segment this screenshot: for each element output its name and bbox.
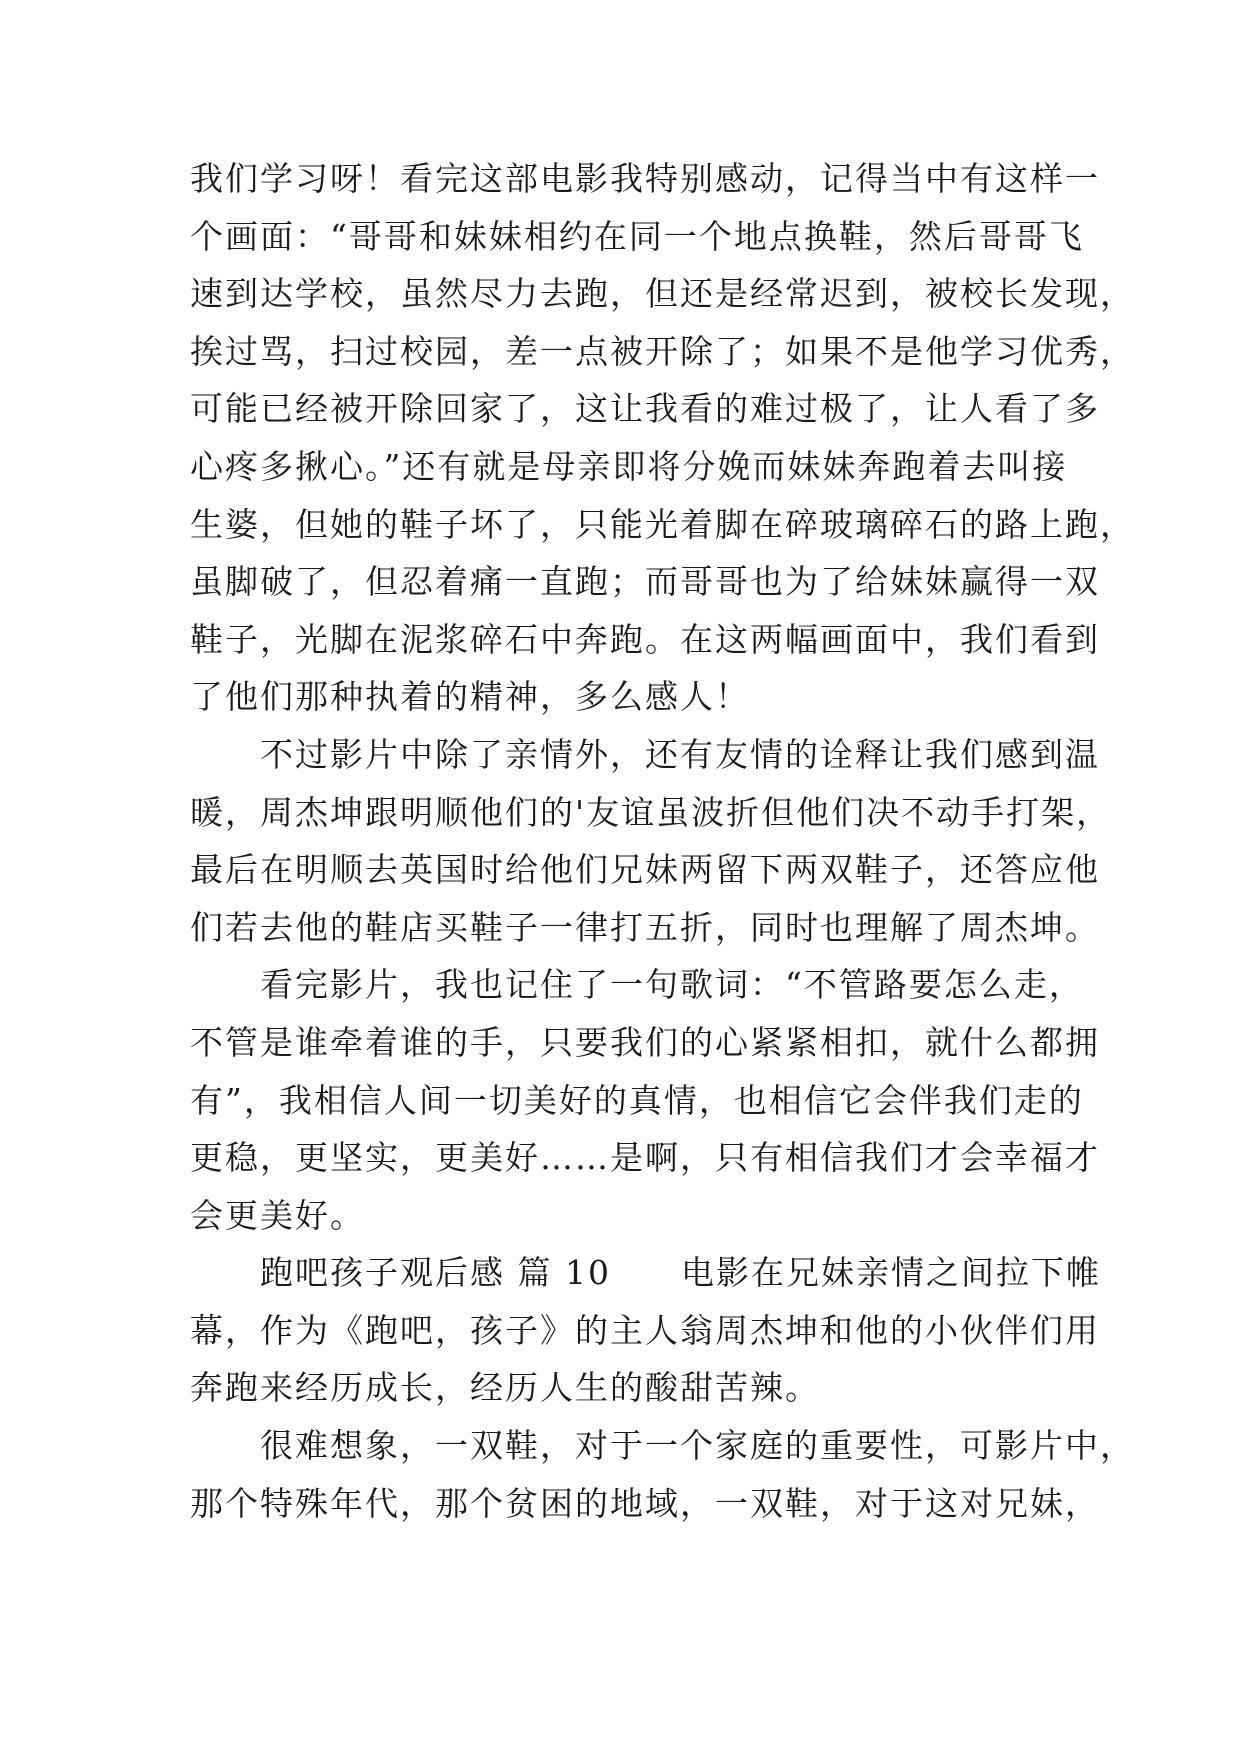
section-heading-line: 跑吧孩子观后感 篇 10 电影在兄妹亲情之间拉下帷 (190, 1253, 1101, 1293)
text-line: 奔跑来经历成长，经历人生的酸甜苦辣。 (190, 1368, 820, 1408)
text-line: 虽脚破了，但忍着痛一直跑；而哥哥也为了给妹妹赢得一双 (190, 562, 1100, 602)
text-line: 挨过骂，扫过校园，差一点被开除了；如果不是他学习优秀， (190, 331, 1135, 371)
text-line: 可能已经被开除回家了，这让我看的难过极了，让人看了多 (190, 389, 1100, 429)
text-line: 我们学习呀！看完这部电影我特别感动，记得当中有这样一 (190, 159, 1100, 198)
text-line: 生婆，但她的鞋子坏了，只能光着脚在碎玻璃碎石的路上跑， (190, 504, 1135, 544)
body-text (190, 150, 1135, 1532)
text-line: 很难想象，一双鞋，对于一个家庭的重要性，可影片中， (190, 1426, 1135, 1466)
text-line: 个画面：“哥哥和妹妹相约在同一个地点换鞋，然后哥哥飞 (190, 216, 1084, 256)
text-line: 那个特殊年代，那个贫困的地域，一双鞋，对于这对兄妹， (190, 1483, 1100, 1523)
text-line: 们若去他的鞋店买鞋子一律打五折，同时也理解了周杰坤。 (190, 907, 1100, 947)
text-line: 最后在明顺去英国时给他们兄妹两留下两双鞋子，还答应他 (190, 850, 1100, 890)
text-line: 看完影片，我也记住了一句歌词：“不管路要怎么走， (190, 965, 1084, 1005)
text-line: 有”，我相信人间一切美好的真情，也相信它会伴我们走的 (190, 1080, 1084, 1120)
text-line: 鞋子，光脚在泥浆碎石中奔跑。在这两幅画面中，我们看到 (190, 619, 1100, 659)
text-line: 暖，周杰坤跟明顺他们的'友谊虽波折但他们决不动手打架， (190, 792, 1112, 832)
text-line: 了他们那种执着的精神，多么感人！ (190, 677, 750, 717)
text-line: 心疼多揪心。”还有就是母亲即将分娩而妹妹奔跑着去叫接 (190, 446, 1068, 486)
text-line: 幕，作为《跑吧，孩子》的主人翁周杰坤和他的小伙伴们用 (190, 1310, 1100, 1350)
text-line: 会更美好。 (190, 1195, 365, 1235)
text-line: 不管是谁牵着谁的手，只要我们的心紧紧相扣，就什么都拥 (190, 1022, 1100, 1062)
text-line: 速到达学校，虽然尽力去跑，但还是经常迟到，被校长发现， (190, 274, 1135, 314)
text-line: 更稳，更坚实，更美好……是啊，只有相信我们才会幸福才 (190, 1138, 1100, 1178)
text-line: 不过影片中除了亲情外，还有友情的诠释让我们感到温 (190, 734, 1100, 774)
